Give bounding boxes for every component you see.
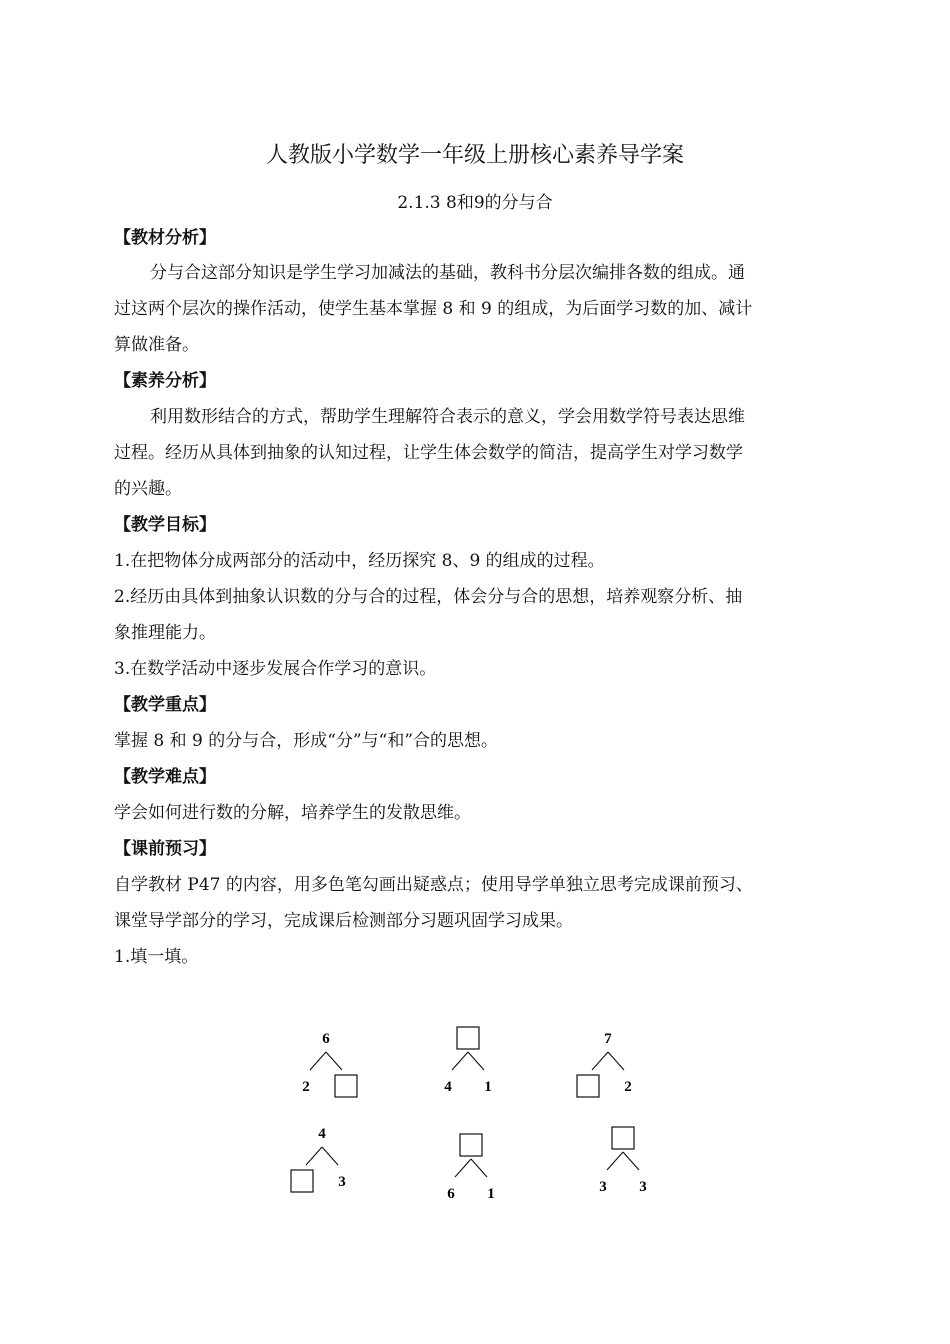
section-heading-key: 【教学重点】 (114, 695, 216, 715)
tree-left-number: 2 (302, 1079, 310, 1095)
paragraph-line: 课堂导学部分的学习，完成课后检测部分习题巩固学习成果。 (114, 911, 573, 931)
paragraph-line: 1.填一填。 (114, 947, 199, 967)
paragraph-line: 利用数形结合的方式，帮助学生理解符合表示的意义，学会用数学符号表达思维 (150, 407, 745, 427)
tree-right-number: 1 (484, 1079, 492, 1095)
paragraph-line: 分与合这部分知识是学生学习加减法的基础，教科书分层次编排各数的组成。通 (150, 263, 745, 283)
answer-box[interactable] (291, 1170, 313, 1192)
branch-line (468, 1052, 484, 1070)
composition-tree (599, 1127, 647, 1195)
paragraph-line: 象推理能力。 (114, 623, 216, 643)
paragraph-line: 2.经历由具体到抽象认识数的分与合的过程，体会分与合的思想，培养观察分析、抽 (114, 587, 743, 607)
answer-box[interactable] (577, 1075, 599, 1097)
composition-tree (302, 1031, 357, 1097)
composition-tree (447, 1134, 495, 1202)
branch-line (452, 1052, 468, 1070)
composition-tree (291, 1126, 346, 1192)
page-subtitle: 2.1.3 8和9的分与合 (397, 193, 553, 213)
branch-line (471, 1159, 487, 1177)
tree-right-number: 1 (487, 1186, 495, 1202)
section-heading-goals: 【教学目标】 (114, 515, 216, 535)
composition-tree (577, 1031, 632, 1097)
section-heading-literacy: 【素养分析】 (114, 371, 216, 391)
tree-right-number: 2 (624, 1079, 632, 1095)
answer-box[interactable] (335, 1075, 357, 1097)
paragraph-line: 的兴趣。 (114, 479, 182, 499)
tree-right-number: 3 (338, 1174, 346, 1190)
tree-top-number: 7 (604, 1031, 612, 1047)
tree-top-number: 4 (318, 1126, 326, 1142)
tree-top-number: 6 (322, 1031, 330, 1047)
composition-tree (444, 1027, 492, 1095)
branch-line (455, 1159, 471, 1177)
paragraph-line: 过这两个层次的操作活动，使学生基本掌握 8 和 9 的组成，为后面学习数的加、减计 (114, 299, 753, 319)
paragraph-line: 掌握 8 和 9 的分与合，形成“分”与“和”合的思想。 (114, 731, 499, 751)
paragraph-line: 自学教材 P47 的内容，用多色笔勾画出疑惑点；使用导学单独立思考完成课前预习、 (114, 875, 753, 895)
answer-box[interactable] (612, 1127, 634, 1149)
paragraph-line: 学会如何进行数的分解，培养学生的发散思维。 (114, 803, 471, 823)
branch-line (623, 1152, 639, 1170)
page-title: 人教版小学数学一年级上册核心素养导学案 (265, 143, 684, 168)
tree-left-number: 4 (444, 1079, 452, 1095)
section-heading-preview: 【课前预习】 (114, 839, 216, 859)
branch-line (310, 1052, 326, 1070)
tree-right-number: 3 (639, 1179, 647, 1195)
tree-left-number: 3 (599, 1179, 607, 1195)
branch-line (322, 1147, 338, 1165)
answer-box[interactable] (457, 1027, 479, 1049)
answer-box[interactable] (460, 1134, 482, 1156)
branch-line (306, 1147, 322, 1165)
tree-left-number: 6 (447, 1186, 455, 1202)
branch-line (607, 1152, 623, 1170)
paragraph-line: 1.在把物体分成两部分的活动中，经历探究 8、9 的组成的过程。 (114, 551, 605, 571)
paragraph-line: 算做准备。 (114, 335, 199, 355)
paragraph-line: 3.在数学活动中逐步发展合作学习的意识。 (114, 659, 437, 679)
branch-line (326, 1052, 342, 1070)
section-heading-material: 【教材分析】 (114, 228, 216, 248)
branch-line (608, 1052, 624, 1070)
paragraph-line: 过程。经历从具体到抽象的认知过程，让学生体会数学的简洁，提高学生对学习数学 (114, 443, 743, 463)
section-heading-difficulty: 【教学难点】 (114, 767, 216, 787)
branch-line (592, 1052, 608, 1070)
